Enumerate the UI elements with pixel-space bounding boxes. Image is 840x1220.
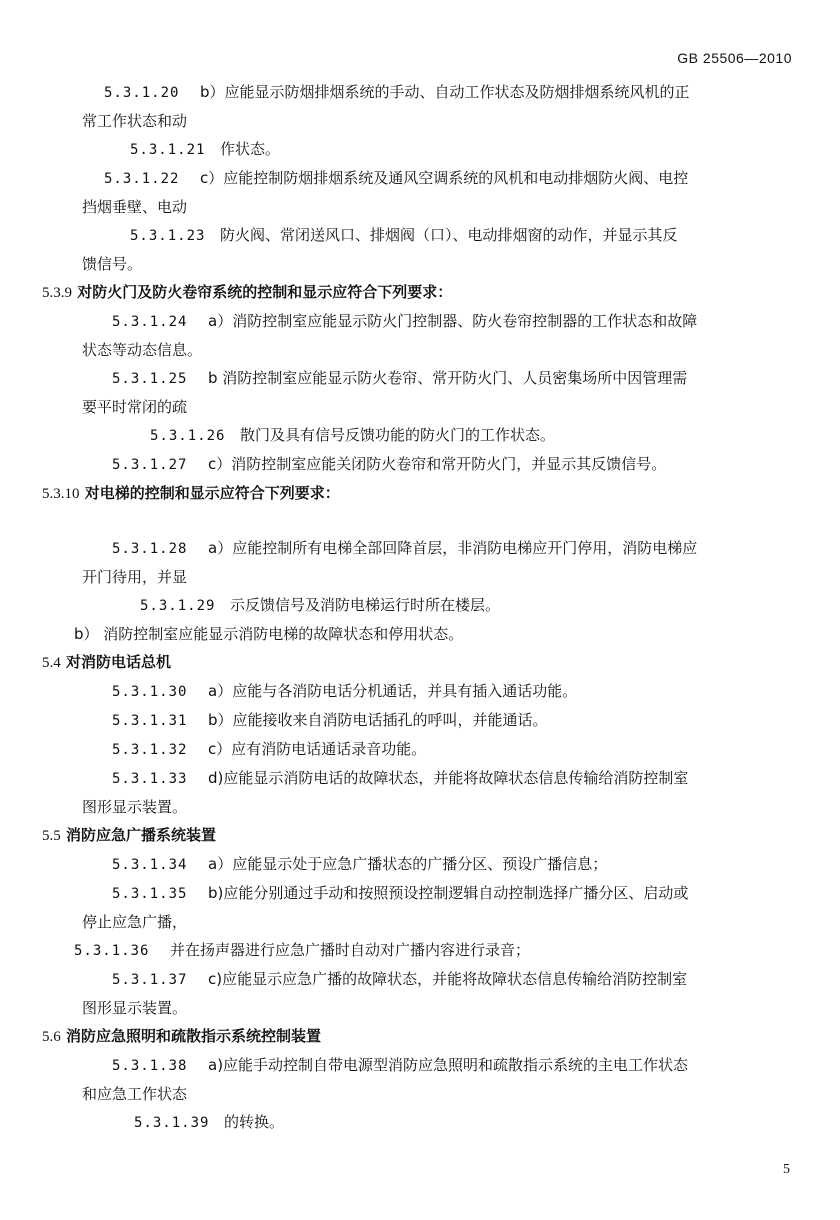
clause-number: 5.3.1.29: [140, 598, 216, 614]
clause-number: 5.3.1.20: [104, 85, 180, 101]
clause-text: 散门及具有信号反馈功能的防火门的工作状态。: [240, 426, 556, 444]
clause-text: 防火阀、常闭送风口、排烟阀（口）、电动排烟窗的动作，并显示其反: [220, 226, 678, 244]
clause-number: 5.3.1.28: [112, 541, 188, 557]
clause-continuation: 要平时常闭的疏: [82, 398, 188, 416]
clause-continuation: 挡烟垂壁、电动: [82, 198, 188, 216]
clause-number: 5.3.1.38: [112, 1058, 188, 1074]
section-number: 5.5: [42, 828, 61, 844]
clause-number: 5.3.1.34: [112, 857, 188, 873]
section-heading-5-4: [42, 648, 800, 677]
clause-text: 并在扬声器进行应急广播时自动对广播内容进行录音；: [170, 941, 531, 959]
clause-continuation: 图形显示装置。: [82, 999, 188, 1017]
clause-continuation: 开门待用，并显: [82, 568, 188, 586]
clause-number: 5.3.1.25: [112, 371, 188, 387]
clause-text: 作状态。: [220, 140, 281, 158]
clause-number: 5.3.1.32: [112, 742, 188, 758]
clause-text: a）应能与各消防电话分机通话，并具有插入通话功能。: [208, 682, 578, 700]
clause-continuation: 停止应急广播，: [82, 913, 188, 931]
clause-number: 5.3.1.24: [112, 314, 188, 330]
clause-text: c）应能控制防烟排烟系统及通风空调系统的风机和电动排烟防火阀、电控: [200, 169, 689, 187]
clause-number: 5.3.1.31: [112, 713, 188, 729]
section-title: 对防火门及防火卷帘系统的控制和显示应符合下列要求：: [77, 283, 453, 301]
clause-continuation: 状态等动态信息。: [82, 341, 203, 359]
clause-5-3-1-39: [82, 1108, 774, 1137]
standard-code: GB 25506—2010: [677, 50, 792, 66]
clause-5-3-1-21: [82, 135, 774, 164]
section-heading-5-3-9: [42, 278, 800, 307]
clause-5-3-1-33: [82, 764, 774, 821]
clause-5-3-1-25: [82, 364, 774, 421]
clause-5-3-1-36: [74, 936, 774, 965]
clause-5-3-1-37: [82, 965, 774, 1022]
section-title: 消防应急广播系统装置: [65, 826, 216, 844]
clause-text: b)应能分别通过手动和按照预设控制逻辑自动控制选择广播分区、启动或: [208, 884, 689, 902]
clause-number: 5.3.1.30: [112, 684, 188, 700]
clause-continuation: 常工作状态和动: [82, 112, 188, 130]
document-body: [0, 78, 840, 1137]
section-heading-5-6: [42, 1022, 800, 1051]
clause-number: 5.3.1.37: [112, 972, 188, 988]
section-heading-5-5: [42, 821, 800, 850]
clause-text: a）应能显示处于应急广播状态的广播分区、预设广播信息；: [208, 855, 608, 873]
clause-5-3-1-38: [82, 1051, 774, 1108]
clause-5-3-1-34: [82, 850, 774, 879]
clause-text: b） 消防控制室应能显示消防电梯的故障状态和停用状态。: [74, 625, 464, 643]
clause-5-3-1-30: [82, 677, 774, 706]
clause-5-3-1-28: [82, 534, 774, 591]
clause-text: b）应能接收来自消防电话插孔的呼叫，并能通话。: [208, 711, 548, 729]
section-number: 5.6: [42, 1029, 61, 1045]
clause-5-3-1-23: [82, 221, 774, 278]
clause-text: a)应能手动控制自带电源型消防应急照明和疏散指示系统的主电工作状态: [208, 1056, 689, 1074]
clause-5-3-1-20: [82, 78, 774, 135]
clause-number: 5.3.1.23: [130, 228, 206, 244]
section-title: 消防应急照明和疏散指示系统控制装置: [65, 1027, 321, 1045]
clause-text: a）应能控制所有电梯全部回降首层，非消防电梯应开门停用，消防电梯应: [208, 539, 698, 557]
clause-5-3-1-26: [82, 421, 774, 450]
clause-continuation: 馈信号。: [82, 255, 143, 273]
clause-text: c）应有消防电话通话录音功能。: [208, 740, 427, 758]
clause-5-3-1-35: [82, 879, 774, 936]
clause-text: 的转换。: [224, 1113, 285, 1131]
clause-number: 5.3.1.26: [150, 428, 226, 444]
clause-number: 5.3.1.36: [74, 943, 150, 959]
clause-number: 5.3.1.35: [112, 886, 188, 902]
clause-5-3-1-29: [82, 591, 774, 620]
clause-5-3-1-24: [82, 307, 774, 364]
clause-continuation: 和应急工作状态: [82, 1085, 188, 1103]
section-title: 对消防电话总机: [65, 653, 171, 671]
clause-text: 示反馈信号及消防电梯运行时所在楼层。: [230, 596, 501, 614]
clause-number: 5.3.1.39: [134, 1115, 210, 1131]
section-number: 5.3.9: [42, 285, 72, 301]
clause-5-3-1-27: [82, 450, 774, 479]
clause-number: 5.3.1.21: [130, 142, 206, 158]
section-title: 对电梯的控制和显示应符合下列要求：: [84, 484, 340, 502]
clause-5-3-1-22: [82, 164, 774, 221]
clause-5-3-1-31: [82, 706, 774, 735]
section-heading-5-3-10: [42, 479, 800, 508]
page-number: 5: [783, 1162, 790, 1177]
section-number: 5.3.10: [42, 486, 80, 502]
clause-elevator-b: [74, 620, 774, 648]
clause-number: 5.3.1.22: [104, 171, 180, 187]
clause-text: d)应能显示消防电话的故障状态，并能将故障状态信息传输给消防控制室: [208, 769, 689, 787]
clause-continuation: 图形显示装置。: [82, 798, 188, 816]
clause-text: c)应能显示应急广播的故障状态，并能将故障状态信息传输给消防控制室: [208, 970, 688, 988]
blank-line: [0, 508, 840, 534]
clause-number: 5.3.1.27: [112, 457, 188, 473]
section-number: 5.4: [42, 655, 61, 671]
clause-5-3-1-32: [82, 735, 774, 764]
clause-text: b 消防控制室应能显示防火卷帘、常开防火门、人员密集场所中因管理需: [208, 369, 688, 387]
clause-text: b）应能显示防烟排烟系统的手动、自动工作状态及防烟排烟系统风机的正: [200, 83, 690, 101]
clause-text: a）消防控制室应能显示防火门控制器、防火卷帘控制器的工作状态和故障: [208, 312, 698, 330]
clause-text: c）消防控制室应能关闭防火卷帘和常开防火门，并显示其反馈信号。: [208, 455, 667, 473]
clause-number: 5.3.1.33: [112, 771, 188, 787]
